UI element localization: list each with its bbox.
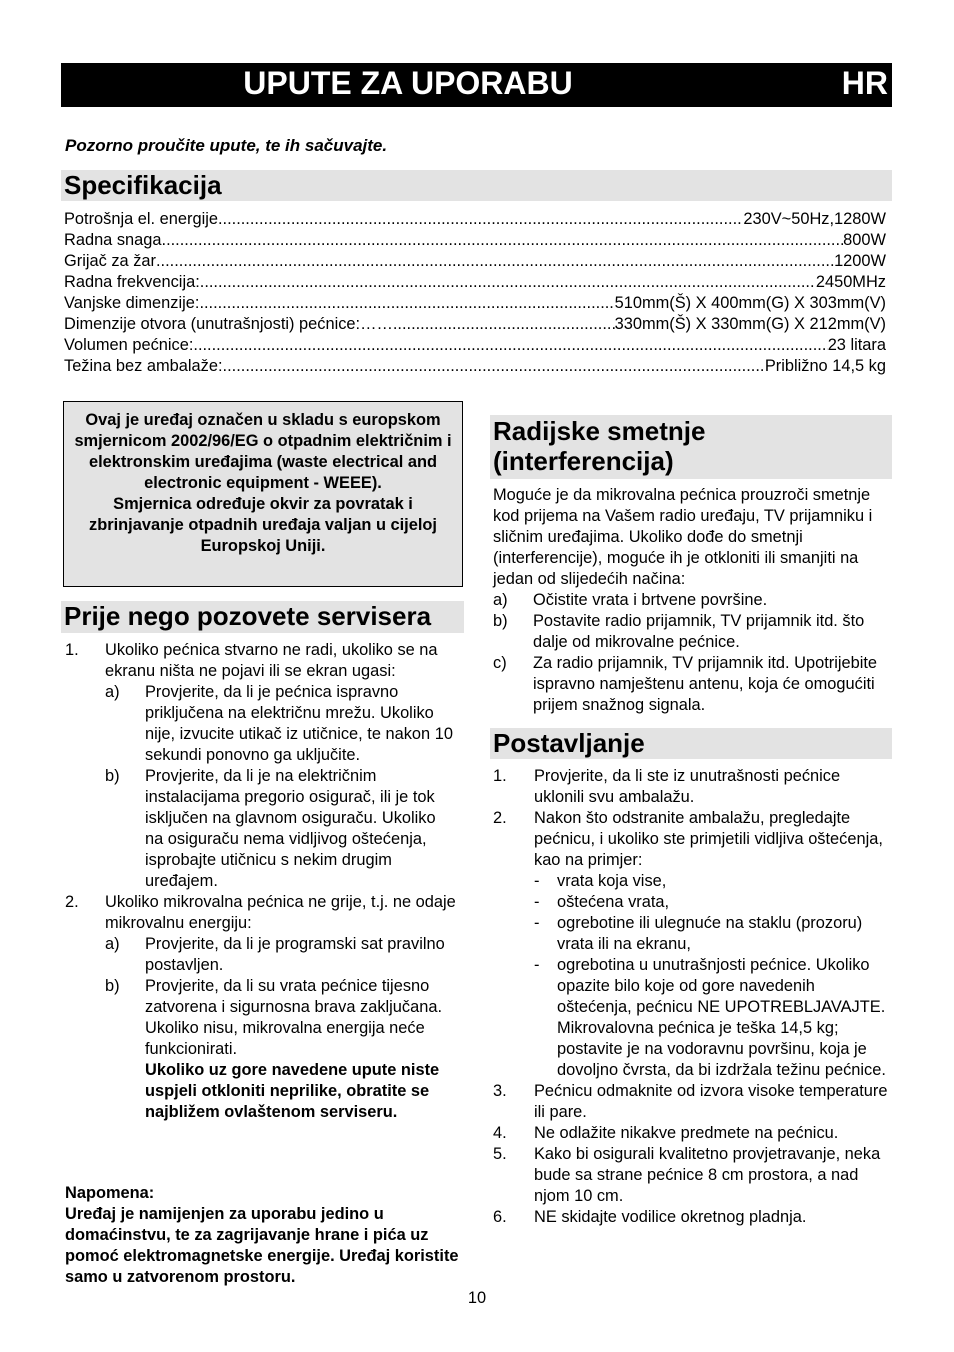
note-title: Napomena: [65, 1184, 155, 1202]
dash-marker: - [534, 872, 540, 890]
spec-value: Približno 14,5 kg [764, 357, 886, 375]
list-marker: b) [105, 977, 120, 995]
list-text: Ne odlažite nikakve predmete na pećnicu. [534, 1124, 839, 1142]
list-marker: a) [493, 591, 508, 609]
spec-row [64, 250, 886, 271]
dash-marker: - [534, 893, 540, 911]
dash-item [493, 871, 891, 892]
spec-label: Radna frekvencija: [64, 273, 200, 291]
service-list [65, 640, 457, 1123]
spec-heading: Specifikacija [61, 170, 892, 201]
list-marker: b) [105, 767, 120, 785]
dot-leader [193, 336, 827, 355]
list-text: Za radio prijamnik, TV prijamnik itd. Upotrijebite ispravno namještenu antenu, koja će omogućiti prijem snažnog signala. [533, 654, 878, 714]
intro-note: Pozorno proučite upute, te ih sačuvajte. [65, 136, 388, 155]
list-item [493, 766, 891, 808]
list-number: 2. [65, 893, 79, 911]
list-item [493, 1144, 891, 1207]
list-text: Nakon što odstranite ambalažu, pregledajte pećnicu, i ukoliko ste primjetili vidljiva oštećenja, kao na primjer: [534, 809, 883, 869]
list-item [493, 1207, 891, 1228]
list-text: ogrebotina u unutrašnjosti pećnice. Ukoliko opazite bilo koje od gore navedenih oštećenja, pećnicu NE UPOTREBLJAVAJTE. Mikrovalovna pećnica je teška 14,5 kg; postavite je na vodoravnu površinu, koja je dovoljno čvrsta, da bi izdržala težinu pećnice. [557, 956, 886, 1079]
spec-label: Radna snaga [64, 231, 162, 249]
dot-leader [162, 231, 844, 250]
spec-label: Potrošnja el. energije [64, 210, 218, 228]
dot-leader [218, 210, 743, 229]
header-banner [61, 63, 892, 107]
page-number: 10 [467, 1289, 487, 1307]
spec-value: 330mm(Š) X 330mm(G) X 212mm(V) [614, 315, 886, 333]
service-heading: Prije nego pozovete servisera [61, 601, 464, 633]
dash-marker: - [534, 956, 540, 974]
list-marker: b) [493, 612, 508, 630]
dash-item [493, 913, 891, 955]
list-text: Ukoliko pećnica stvarno ne radi, ukoliko se na ekranu ništa ne pojavi ili se ekran ugasi: [105, 641, 438, 680]
list-number: 2. [493, 809, 507, 827]
list-item [493, 1081, 891, 1123]
spec-value: 23 litara [827, 336, 886, 354]
dot-leader [223, 357, 765, 376]
list-number: 5. [493, 1145, 507, 1163]
list-text: Postavite radio prijamnik, TV prijamnik itd. što dalje od mikrovalne pećnice. [533, 612, 865, 651]
spec-row [64, 355, 886, 376]
install-heading: Postavljanje [490, 728, 892, 759]
language-code: HR [841, 65, 888, 101]
list-text: Kako bi osigurali kvalitetno provjetravanje, neka bude sa strane pećnice 8 cm prostora, a nad njom 10 cm. [534, 1145, 881, 1205]
spec-row [64, 334, 886, 355]
list-item [493, 590, 889, 611]
list-text: Provjerite, da li su vrata pećnice tijesno zatvorena i sigurnosna brava zaključana. Ukoliko nisu, mikrovalna energija neće funkcionirati. [145, 977, 443, 1058]
dot-leader [200, 273, 816, 292]
spec-label: Težina bez ambalaže: [64, 357, 223, 375]
list-text-block [145, 976, 457, 1123]
dot-leader [393, 315, 615, 334]
list-text: Provjerite, da li je pećnica ispravno priključena na električnu mrežu. Ukoliko nije, izvucite utikač iz utičnice, te nakon 10 sekundi ponovno ga uključite. [145, 683, 453, 764]
dash-item [493, 892, 891, 913]
list-text: Provjerite, da li je na električnim instalacijama pregorio osigurač, ili je tok isključen na glavnom osiguraču. Ukoliko na osiguraču nema vidljivog oštećenja, isprobajte utičnicu s nekim drugim uređajem. [145, 767, 436, 890]
radio-heading-line: (interferencija) [493, 446, 674, 476]
spec-row [64, 313, 886, 334]
list-text: Pećnicu odmaknite od izvora visoke temperature ili pare. [534, 1082, 888, 1121]
dash-marker: - [534, 914, 540, 932]
list-text: ogrebotine ili ulegnuće na staklu (prozoru) vrata ili na ekranu, [557, 914, 863, 953]
service-advice: Ukoliko uz gore navedene upute niste uspjeli otkloniti neprilike, obratite se najbližem ovlaštenom serviseru. [145, 1061, 440, 1121]
list-number: 1. [65, 641, 79, 659]
list-text: Ukoliko mikrovalna pećnica ne grije, t.j. ne odaje mikrovalnu energiju: [105, 893, 456, 932]
spec-row [64, 292, 886, 313]
list-marker: a) [105, 683, 120, 701]
radio-heading [490, 415, 892, 479]
weee-text: Smjernica određuje okvir za povratak i zbrinjavanje otpadnih uređaja valjan u cijeloj Europskoj Uniji. [89, 495, 437, 555]
spec-value: 230V~50Hz,1280W [743, 210, 886, 228]
list-text: vrata koja vise, [557, 872, 667, 890]
list-item [65, 892, 457, 934]
radio-section [493, 485, 889, 716]
weee-text: Ovaj je uređaj označen u skladu s europskom smjernicom 2002/96/EG o otpadnim električnim i elektronskim uređajima (waste electrical and electronic equipment - WEEE). [74, 411, 452, 492]
spec-value: 2450MHz [815, 273, 886, 291]
spec-table [64, 208, 886, 376]
list-item [493, 653, 889, 716]
list-number: 4. [493, 1124, 507, 1142]
list-item [65, 766, 457, 892]
spec-row [64, 271, 886, 292]
list-number: 1. [493, 767, 507, 785]
note-block [65, 1183, 460, 1288]
spec-value: 1200W [834, 252, 886, 270]
list-text: oštećena vrata, [557, 893, 670, 911]
list-marker: a) [105, 935, 120, 953]
spec-label: Dimenzije otvora (unutrašnjosti) pećnice:…… [64, 315, 393, 333]
spec-row [64, 208, 886, 229]
dot-leader [199, 294, 614, 313]
list-marker: c) [493, 654, 507, 672]
list-number: 6. [493, 1208, 507, 1226]
list-item [65, 976, 457, 1123]
list-item [493, 808, 891, 871]
dash-item [493, 955, 891, 1081]
list-item [493, 611, 889, 653]
spec-row [64, 229, 886, 250]
list-text: Provjerite, da li ste iz unutrašnosti pećnice uklonili svu ambalažu. [534, 767, 841, 806]
note-text: Uređaj je namijenjen za uporabu jedino u domaćinstvu, te za zagrijavanje hrane i pića uz pomoć elektromagnetske energije. Uređaj koristite samo u zatvorenom prostoru. [65, 1205, 459, 1286]
radio-heading-line: Radijske smetnje [493, 416, 706, 446]
dot-leader [156, 252, 834, 271]
list-item [65, 640, 457, 682]
page-title: UPUTE ZA UPORABU [243, 65, 573, 101]
spec-label: Vanjske dimenzije: [64, 294, 200, 312]
list-item [493, 1123, 891, 1144]
spec-label: Volumen pećnice: [64, 336, 194, 354]
spec-value: 800W [843, 231, 886, 249]
list-item [65, 934, 457, 976]
list-text: Očistite vrata i brtvene površine. [533, 591, 768, 609]
spec-label: Grijač za žar [64, 252, 156, 270]
weee-notice-box [63, 401, 463, 587]
list-item [65, 682, 457, 766]
list-text: Provjerite, da li je programski sat pravilno postavljen. [145, 935, 445, 974]
spec-value: 510mm(Š) X 400mm(G) X 303mm(V) [614, 294, 886, 312]
list-text: NE skidajte vodilice okretnog pladnja. [534, 1208, 807, 1226]
radio-text: Moguće je da mikrovalna pećnica prouzroči smetnje kod prijema na Vašem radio uređaju, TV prijamniku i sličnim uređajima. Ukoliko dođe do smetnji (interferencije), moguće ih je otkloniti ili smanjiti na jedan od slijedećih načina: [493, 486, 873, 588]
list-number: 3. [493, 1082, 507, 1100]
install-list [493, 766, 891, 1228]
